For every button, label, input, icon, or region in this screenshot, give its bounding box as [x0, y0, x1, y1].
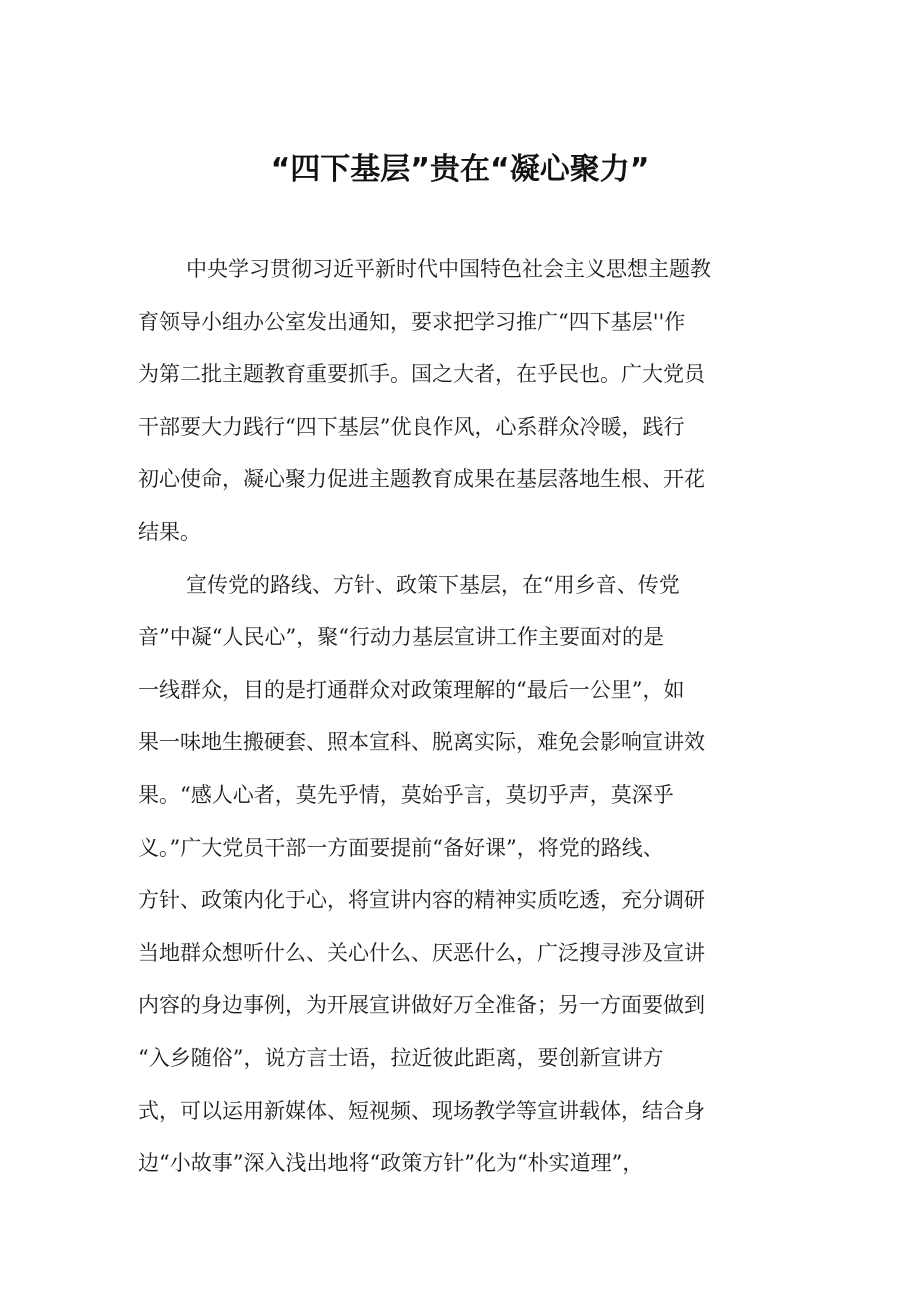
paragraph-line: 方针、政策内化于心，将宣讲内容的精神实质吃透，充分调研	[138, 888, 705, 913]
document-body	[138, 243, 766, 1190]
paragraph-line: 结果。	[138, 519, 201, 544]
paragraph-line: 干部要大力践行“四下基层”优良作风，心系群众冷暖，践行	[138, 414, 685, 439]
paragraph-line: “入乡随俗”，说方言士语，拉近彼此距离，要创新宣讲方	[138, 1045, 664, 1070]
paragraph-line: 果一味地生搬硬套、照本宣科、脱离实际，难免会影响宣讲效	[138, 730, 705, 755]
paragraph-line: 初心使命，凝心聚力促进主题教育成果在基层落地生根、开花	[138, 467, 705, 492]
paragraph-line: 当地群众想听什么、关心什么、厌恶什么，广泛搜寻涉及宣讲	[138, 940, 705, 965]
paragraph-line: 式，可以运用新媒体、短视频、现场教学等宣讲载体，结合身	[138, 1098, 705, 1123]
paragraph-line: 育领导小组办公室发出通知，要求把学习推广“四下基层''作	[138, 309, 686, 334]
paragraph-line: 果。“感人心者，莫先乎情，莫始乎言，莫切乎声，莫深乎	[138, 782, 674, 807]
document-title: “四下基层”贵在“凝心聚力”	[270, 152, 650, 187]
paragraph-line: 一线群众，目的是打通群众对政策理解的“最后一公里”，如	[138, 677, 685, 702]
paragraph-line: 为第二批主题教育重要抓手。国之大者，在乎民也。广大党员	[138, 362, 705, 387]
paragraph-line: 边“小故事”深入浅出地将“政策方针”化为“朴实道理”，	[138, 1151, 644, 1176]
paragraph-line: 宣传党的路线、方针、政策下基层，在“用乡音、传党	[186, 572, 680, 597]
paragraph-line: 中央学习贯彻习近平新时代中国特色社会主义思想主题教	[186, 257, 711, 281]
paragraph-line: 音”中凝“人民心”，聚“行动力基层宣讲工作主要面对的是	[138, 625, 664, 650]
paragraph-line: 义。”广大党员干部一方面要提前“备好课”，将党的路线、	[138, 835, 664, 860]
paragraph-line: 内容的身边事例，为开展宣讲做好万全准备；另一方面要做到	[138, 993, 705, 1018]
